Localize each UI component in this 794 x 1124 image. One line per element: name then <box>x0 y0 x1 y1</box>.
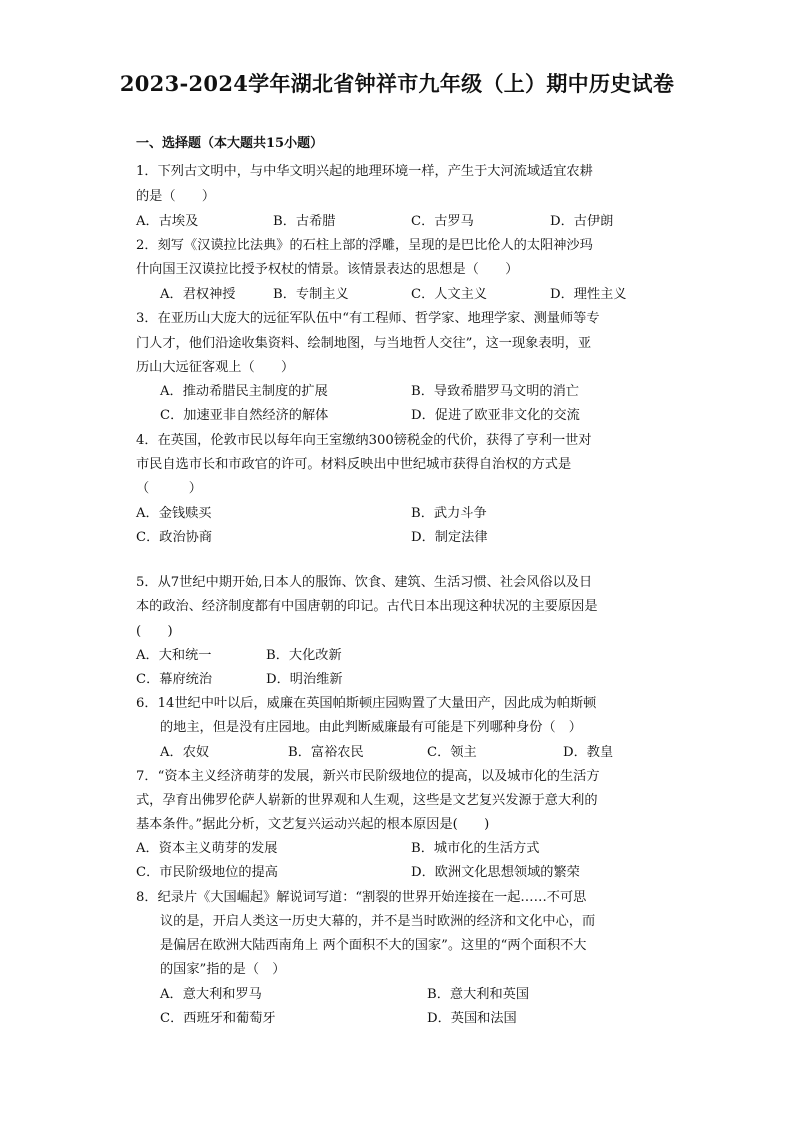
question-1-option-b: B．古希腊 <box>273 214 336 229</box>
question-7-line-3: 基本条件。”据此分析，文艺复兴运动兴起的根本原因是( ) <box>136 817 490 832</box>
question-4-option-d: D．制定法律 <box>411 530 488 545</box>
question-6-option-b: B．富裕农民 <box>288 745 364 760</box>
question-7-option-b: B．城市化的生活方式 <box>411 841 540 856</box>
question-2-option-d: D．理性主义 <box>550 287 627 302</box>
question-4-option-a: A．金钱赎买 <box>136 506 212 521</box>
question-1-line-2: 的是（ ） <box>136 189 216 204</box>
question-5-line-2: 本的政治、经济制度都有中国唐朝的印记。古代日本出现这种状况的主要原因是 <box>136 599 598 614</box>
question-3-option-d: D．促进了欧亚非文化的交流 <box>411 408 580 423</box>
exam-title: 2023-2024学年湖北省钟祥市九年级（上）期中历史试卷 <box>119 71 675 96</box>
question-3-option-c: C．加速亚非自然经济的解体 <box>160 408 329 423</box>
question-3-line-2: 门人才，他们沿途收集资料、绘制地图，与当地哲人交往”，这一现象表明，亚 <box>136 336 592 351</box>
question-4-option-b: B．武力斗争 <box>411 506 487 521</box>
question-1-option-a: A．古埃及 <box>136 214 199 229</box>
question-5-line-1: 5．从7世纪中期开始,日本人的服饰、饮食、建筑、生活习惯、社会风俗以及日 <box>136 575 593 590</box>
question-8-line-1: 8．纪录片《大国崛起》解说词写道：“割裂的世界开始连接在一起……不可思 <box>136 890 587 905</box>
question-4-option-c: C．政治协商 <box>136 530 213 545</box>
question-7-option-d: D．欧洲文化思想领域的繁荣 <box>411 865 580 880</box>
question-5-option-d: D．明治维新 <box>266 672 343 687</box>
question-5-line-3: ( ) <box>136 624 173 639</box>
question-7-line-2: 式，孕育出佛罗伦萨人崭新的世界观和人生观，这些是文艺复兴发源于意大利的 <box>136 793 598 808</box>
question-6-line-2: 的地主，但是没有庄园地。由此判断威廉最有可能是下列哪种身份（ ） <box>160 720 582 735</box>
question-5-option-b: B．大化改新 <box>266 648 342 663</box>
question-1-option-c: C．古罗马 <box>411 214 474 229</box>
question-8-option-d: D．英国和法国 <box>427 1011 517 1026</box>
question-8-line-3: 是偏居在欧洲大陆西南角上 两个面积不大的国家”。这里的“两个面积不大 <box>160 938 587 953</box>
question-7-line-1: 7．“资本主义经济萌芽的发展，新兴市民阶级地位的提高，以及城市化的生活方 <box>136 769 600 784</box>
section-heading: 一、选择题（本大题共15小题） <box>136 136 324 151</box>
question-2-line-1: 2．刻写《汉谟拉比法典》的石柱上部的浮雕，呈现的是巴比伦人的太阳神沙玛 <box>136 238 593 253</box>
question-4-line-3: （ ） <box>136 481 202 496</box>
question-6-line-1: 6．14世纪中叶以后，威廉在英国帕斯顿庄园购置了大量田产，因此成为帕斯顿 <box>136 696 597 711</box>
question-2-option-c: C．人文主义 <box>411 287 488 302</box>
question-2-option-a: A．君权神授 <box>160 287 236 302</box>
question-8-line-2: 议的是，开启人类这一历史大幕的，并不是当时欧洲的经济和文化中心，而 <box>160 914 596 929</box>
question-7-option-a: A．资本主义萌芽的发展 <box>136 841 278 856</box>
question-5-option-c: C．幕府统治 <box>136 672 213 687</box>
question-8-option-b: B．意大利和英国 <box>427 987 530 1002</box>
question-4-line-1: 4．在英国，伦敦市民以每年向王室缴纳300镑税金的代价，获得了亨利一世对 <box>136 433 592 448</box>
question-4-line-2: 市民自选市长和市政官的许可。材料反映出中世纪城市获得自治权的方式是 <box>136 457 572 472</box>
question-6-option-a: A．农奴 <box>160 745 210 760</box>
question-3-line-1: 3．在亚历山大庞大的远征军队伍中“有工程师、哲学家、地理学家、测量师等专 <box>136 311 600 326</box>
question-2-line-2: 什向国王汉谟拉比授予权杖的情景。该情景表达的思想是（ ） <box>136 262 519 277</box>
question-5-option-a: A．大和统一 <box>136 648 212 663</box>
question-1-option-d: D．古伊朗 <box>550 214 614 229</box>
question-1-line-1: 1．下列古文明中，与中华文明兴起的地理环境一样，产生于大河流域适宜农耕 <box>136 164 593 179</box>
question-8-option-a: A．意大利和罗马 <box>160 987 262 1002</box>
question-3-option-a: A．推动希腊民主制度的扩展 <box>160 384 328 399</box>
question-8-line-4: 的国家”指的是（ ） <box>160 962 286 977</box>
question-6-option-d: D．教皇 <box>563 745 614 760</box>
question-7-option-c: C．市民阶级地位的提高 <box>136 865 278 880</box>
question-3-option-b: B．导致希腊罗马文明的消亡 <box>411 384 579 399</box>
question-2-option-b: B．专制主义 <box>273 287 349 302</box>
question-8-option-c: C．西班牙和葡萄牙 <box>160 1011 276 1026</box>
question-3-line-3: 历山大远征客观上（ ） <box>136 360 295 375</box>
question-6-option-c: C．领主 <box>427 745 477 760</box>
